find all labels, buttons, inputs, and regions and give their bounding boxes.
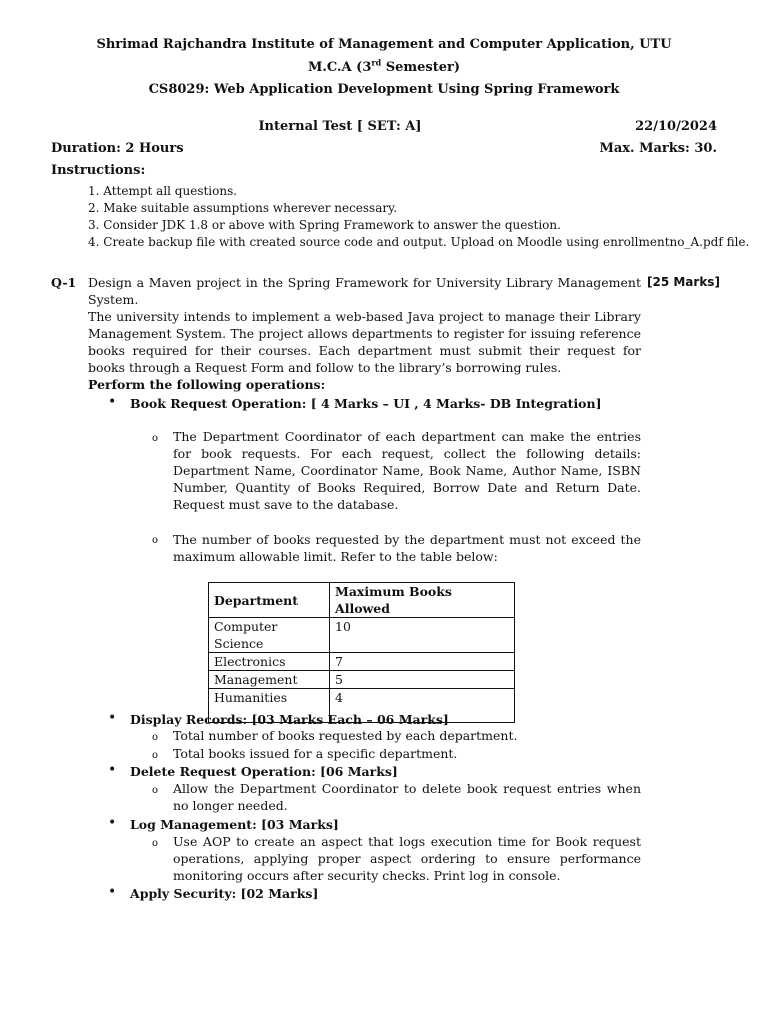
program-tail: Semester) bbox=[381, 60, 460, 75]
instruction-item: 3. Consider JDK 1.8 or above with Spring Framework to answer the question. bbox=[88, 218, 561, 232]
table-cell-department: Management bbox=[209, 671, 330, 689]
sub-bullet-icon: o bbox=[152, 750, 159, 761]
question-text bbox=[88, 274, 641, 393]
sub-bullet-icon: o bbox=[152, 785, 159, 796]
log-management-title: Log Management: [03 Marks] bbox=[130, 817, 339, 832]
instruction-item: 2. Make suitable assumptions wherever necessary. bbox=[88, 201, 398, 215]
question-marks: [25 Marks] bbox=[647, 275, 720, 289]
instructions-label: Instructions: bbox=[51, 163, 146, 178]
course-title: CS8029: Web Application Development Using Spring Framework bbox=[148, 82, 620, 97]
sub-bullet-icon: o bbox=[152, 535, 159, 546]
bullet-icon: • bbox=[108, 710, 117, 726]
apply-security-title: Apply Security: [02 Marks] bbox=[130, 886, 319, 901]
institute-name: Shrimad Rajchandra Institute of Management and Computer Application, UTU bbox=[96, 37, 672, 52]
test-date: 22/10/2024 bbox=[635, 119, 717, 134]
question-number: Q-1 bbox=[51, 275, 77, 290]
program-line bbox=[0, 59, 768, 76]
display-records-title: Display Records: [03 Marks Each – 06 Marks] bbox=[130, 712, 449, 727]
perform-label: Perform the following operations: bbox=[88, 377, 326, 392]
instructions-list bbox=[88, 183, 749, 251]
book-request-point-1-text: The Department Coordinator of each department can make the entries for book requests. For each request, collect the following details: Department Name, Coordinator Name, Book Name, Author Name, ISBN Number, Quantity of Books Required, Borrow Date and Return Date. Request must save to the database. bbox=[173, 429, 641, 512]
book-request-title: Book Request Operation: [ 4 Marks – UI , 4 Marks- DB Integration] bbox=[130, 396, 602, 411]
instruction-item: 4. Create backup file with created source code and output. Upload on Moodle using enrollmentno_A.pdf file. bbox=[88, 235, 750, 249]
delete-request-title: Delete Request Operation: [06 Marks] bbox=[130, 764, 398, 779]
delete-point-1 bbox=[173, 780, 641, 814]
table-row bbox=[209, 618, 515, 653]
program-text: M.C.A (3 bbox=[308, 60, 372, 75]
display-point-2: Total books issued for a specific department. bbox=[173, 746, 458, 761]
program-sup: rd bbox=[371, 57, 382, 68]
bullet-icon: • bbox=[108, 762, 117, 778]
bullet-icon: • bbox=[108, 884, 117, 900]
sub-bullet-icon: o bbox=[152, 732, 159, 743]
max-marks: Max. Marks: 30. bbox=[599, 141, 717, 156]
table-cell-department: Humanities bbox=[209, 689, 330, 723]
department-limits-table bbox=[208, 582, 515, 723]
table-header-row bbox=[209, 583, 515, 618]
sub-bullet-icon: o bbox=[152, 838, 159, 849]
table-header-department: Department bbox=[209, 583, 330, 618]
table-cell-max-books: 10 bbox=[330, 618, 515, 653]
book-request-point-1 bbox=[173, 428, 641, 513]
question-body: The university intends to implement a web-based Java project to manage their Library Management System. The project allows departments to register for issuing reference books required for their courses. Each department must submit their request for books through a Request Form and follow to the library’s borrowing rules. bbox=[88, 309, 641, 375]
log-point-1-text: Use AOP to create an aspect that logs execution time for Book request operations, applying proper aspect ordering to ensure performance monitoring occurs after security checks. Print log in console. bbox=[173, 834, 641, 883]
instruction-item: 1. Attempt all questions. bbox=[88, 184, 238, 198]
bullet-icon: • bbox=[108, 394, 117, 410]
book-request-point-2-text: The number of books requested by the department must not exceed the maximum allowable limit. Refer to the table below: bbox=[173, 532, 641, 564]
book-request-point-2 bbox=[173, 531, 641, 565]
log-point-1 bbox=[173, 833, 641, 884]
question-first-line: Design a Maven project in the Spring Framework for University Library Management System. bbox=[88, 275, 641, 307]
bullet-icon: • bbox=[108, 815, 117, 831]
table-cell-max-books: 4 bbox=[330, 689, 515, 723]
table-cell-department: Computer Science bbox=[209, 618, 330, 653]
table-header-max-books: Maximum Books Allowed bbox=[330, 583, 515, 618]
test-title: Internal Test [ SET: A] bbox=[258, 119, 422, 134]
table-cell-max-books: 5 bbox=[330, 671, 515, 689]
table-row bbox=[209, 653, 515, 671]
table-cell-department: Electronics bbox=[209, 653, 330, 671]
duration: Duration: 2 Hours bbox=[51, 141, 184, 156]
delete-point-1-text: Allow the Department Coordinator to delete book request entries when no longer needed. bbox=[173, 781, 641, 813]
sub-bullet-icon: o bbox=[152, 433, 159, 444]
table-row bbox=[209, 671, 515, 689]
display-point-1: Total number of books requested by each department. bbox=[173, 728, 518, 743]
table-cell-max-books: 7 bbox=[330, 653, 515, 671]
